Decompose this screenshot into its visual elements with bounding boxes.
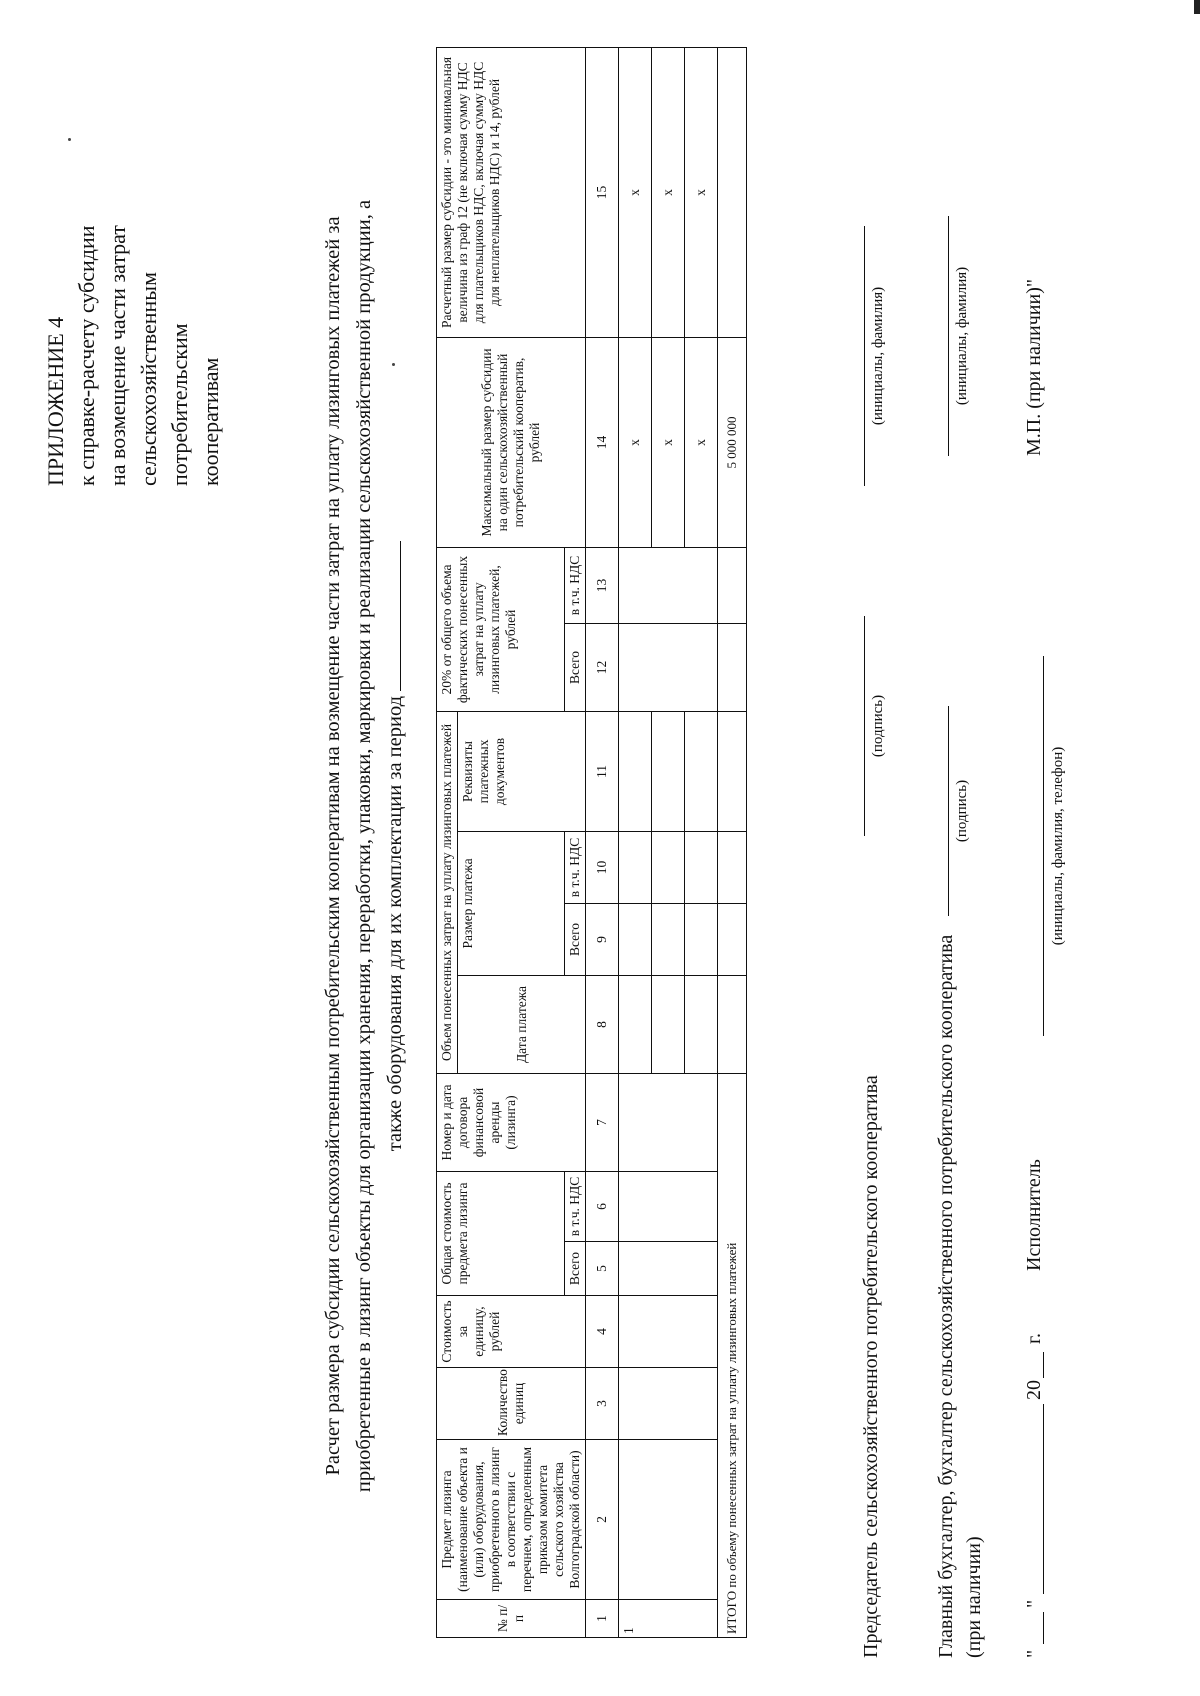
header-total-cost: Общая стоимость предмета лизинга bbox=[437, 1171, 565, 1295]
header-requisites: Реквизиты платежных документов bbox=[458, 711, 586, 831]
cell-pay-date[interactable] bbox=[652, 975, 685, 1073]
header-unit-cost: Стоимость за единицу, рублей bbox=[437, 1296, 586, 1368]
date-close-quote: " bbox=[1023, 1599, 1045, 1608]
date-day-line[interactable] bbox=[1043, 1612, 1044, 1644]
cell-twenty-all[interactable] bbox=[619, 623, 718, 711]
total-cell[interactable] bbox=[718, 47, 747, 337]
cell-pay-vat[interactable] bbox=[685, 831, 718, 903]
chairman-signature-line[interactable] bbox=[864, 616, 865, 836]
column-number: 10 bbox=[586, 831, 619, 903]
column-number: 3 bbox=[586, 1368, 619, 1440]
accountant-name-caption: (инициалы, фамилия) bbox=[954, 266, 970, 406]
accountant-note: (при наличии) bbox=[963, 1536, 985, 1658]
cell-x-mark: х bbox=[685, 47, 718, 337]
cell-pay-all[interactable] bbox=[619, 903, 652, 975]
total-cell[interactable] bbox=[718, 623, 747, 711]
header-pay-size: Размер платежа bbox=[458, 831, 565, 975]
title-line-3 bbox=[380, 66, 411, 1626]
total-cell[interactable] bbox=[718, 903, 747, 975]
header-number: № п/п bbox=[437, 1600, 586, 1638]
cell-x-mark: х bbox=[652, 47, 685, 337]
header-pay-date: Дата платежа bbox=[458, 975, 586, 1073]
header-quantity: Количество единиц bbox=[437, 1368, 586, 1440]
cell-total-all[interactable] bbox=[619, 1242, 718, 1296]
accountant-name-line[interactable] bbox=[948, 216, 949, 456]
header-subject: Предмет лизинга (наименование объекта и (или) оборудования, приобретенного в лизинг в соответствии с перечнем, определенным приказом комитета сельского хозяйства Волгоградской области) bbox=[437, 1440, 586, 1600]
date-year-suffix: г. bbox=[1023, 1333, 1045, 1344]
column-number: 15 bbox=[586, 47, 619, 337]
column-number: 5 bbox=[586, 1242, 619, 1296]
column-number: 12 bbox=[586, 623, 619, 711]
appendix-block bbox=[40, 46, 226, 486]
total-label: ИТОГО по объему понесенных затрат на уплату лизинговых платежей bbox=[718, 1073, 747, 1637]
chairman-name-line[interactable] bbox=[864, 226, 865, 486]
cell-pay-vat[interactable] bbox=[652, 831, 685, 903]
column-number: 8 bbox=[586, 975, 619, 1073]
title-line: также оборудования для их комплектации за период bbox=[384, 695, 406, 1152]
cell-pay-date[interactable] bbox=[685, 975, 718, 1073]
column-number: 2 bbox=[586, 1440, 619, 1600]
header-twenty-all: Всего bbox=[565, 623, 586, 711]
period-field[interactable] bbox=[380, 541, 401, 691]
header-pay-size-vat: в т.ч. НДС bbox=[565, 831, 586, 903]
cell-requisites[interactable] bbox=[619, 711, 652, 831]
cell-requisites[interactable] bbox=[652, 711, 685, 831]
cell-quantity[interactable] bbox=[619, 1368, 718, 1440]
total-cell[interactable] bbox=[718, 831, 747, 903]
total-row bbox=[718, 47, 747, 1637]
header-total-cost-all: Всего bbox=[565, 1242, 586, 1296]
row-number: 1 bbox=[619, 1600, 718, 1638]
cell-x-mark: х bbox=[619, 337, 652, 547]
cell-pay-all[interactable] bbox=[652, 903, 685, 975]
cell-pay-date[interactable] bbox=[619, 975, 652, 1073]
column-number: 11 bbox=[586, 711, 619, 831]
total-cell[interactable] bbox=[718, 547, 747, 623]
cell-requisites[interactable] bbox=[685, 711, 718, 831]
column-number: 1 bbox=[586, 1600, 619, 1638]
cell-contract[interactable] bbox=[619, 1073, 718, 1171]
appendix-title: ПРИЛОЖЕНИЕ 4 bbox=[43, 316, 68, 486]
column-number: 13 bbox=[586, 547, 619, 623]
appendix-line: кооперативам bbox=[198, 357, 223, 486]
total-cell[interactable] bbox=[718, 975, 747, 1073]
chairman-label: Председатель сельскохозяйственного потребительского кооператива bbox=[860, 1075, 882, 1658]
executor-label: Исполнитель bbox=[1023, 1159, 1045, 1271]
date-open-quote: " bbox=[1023, 1649, 1045, 1658]
date-year-line[interactable] bbox=[1043, 1352, 1044, 1378]
header-twenty-vat: в т.ч. НДС bbox=[565, 547, 586, 623]
header-calc-subsidy: Расчетный размер субсидии - это минимальная величина из граф 12 (не включая сумму НДС для плательщиков НДС, включая сумму НДС для неплательщиков НДС) и 14, рублей bbox=[437, 47, 586, 337]
appendix-line: потребительским bbox=[167, 323, 192, 486]
column-number-row bbox=[586, 47, 619, 1637]
date-year-prefix: 20 bbox=[1023, 1380, 1045, 1400]
total-cell[interactable] bbox=[718, 711, 747, 831]
appendix-line: к справке-расчету субсидии bbox=[74, 225, 99, 486]
accountant-signature-caption: (подпись) bbox=[954, 779, 970, 843]
header-total-cost-vat: в т.ч. НДС bbox=[565, 1171, 586, 1241]
header-volume: Объем понесенных затрат на уплату лизинговых платежей bbox=[437, 711, 458, 1073]
cell-total-vat[interactable] bbox=[619, 1171, 718, 1241]
subsidy-table bbox=[436, 47, 747, 1638]
appendix-line: сельскохозяйственным bbox=[136, 272, 161, 486]
executor-caption: (инициалы, фамилия, телефон) bbox=[1050, 746, 1066, 946]
title-line: приобретенные в лизинг объекты для организации хранения, переработки, упаковки, маркировки и реализации сельскохозяйственной продукции, а bbox=[353, 199, 375, 1493]
cell-pay-vat[interactable] bbox=[619, 831, 652, 903]
total-max-subsidy: 5 000 000 bbox=[718, 337, 747, 547]
header-max-subsidy: Максимальный размер субсидии на один сельскохозяйственный потребительский кооператив, рублей bbox=[437, 337, 586, 547]
cell-twenty-vat[interactable] bbox=[619, 547, 718, 623]
column-number: 7 bbox=[586, 1073, 619, 1171]
document-title bbox=[318, 66, 411, 1626]
date-month-line[interactable] bbox=[1043, 1404, 1044, 1594]
cell-x-mark: х bbox=[685, 337, 718, 547]
column-number: 9 bbox=[586, 903, 619, 975]
cell-subject[interactable] bbox=[619, 1440, 718, 1600]
cell-x-mark: х bbox=[652, 337, 685, 547]
chairman-signature-caption: (подпись) bbox=[870, 694, 886, 758]
cell-x-mark: х bbox=[619, 47, 652, 337]
accountant-label: Главный бухгалтер, бухгалтер сельскохозяйственного потребительского кооператива bbox=[935, 934, 957, 1658]
column-number: 6 bbox=[586, 1171, 619, 1241]
header-pay-size-all: Всего bbox=[565, 903, 586, 975]
column-number: 14 bbox=[586, 337, 619, 547]
title-line: Расчет размера субсидии сельскохозяйственным потребительским кооперативам на возмещение части затрат на уплату лизинговых платежей за bbox=[322, 216, 344, 1476]
appendix-line: на возмещение части затрат bbox=[105, 225, 130, 486]
executor-line[interactable] bbox=[1043, 656, 1044, 1036]
cell-unit-cost[interactable] bbox=[619, 1296, 718, 1368]
chairman-name-caption: (инициалы, фамилия) bbox=[870, 286, 886, 426]
stamp-label: М.П. (при наличии)" bbox=[1023, 278, 1045, 456]
column-number: 4 bbox=[586, 1296, 619, 1368]
cell-pay-all[interactable] bbox=[685, 903, 718, 975]
header-row-1 bbox=[437, 47, 458, 1637]
table-row bbox=[619, 47, 652, 1637]
accountant-signature-line[interactable] bbox=[948, 706, 949, 916]
header-contract: Номер и дата договора финансовой аренды (лизинга) bbox=[437, 1073, 586, 1171]
header-twenty-percent: 20% от общего объема фактических понесенных затрат на уплату лизинговых платежей, рублей bbox=[437, 547, 565, 711]
